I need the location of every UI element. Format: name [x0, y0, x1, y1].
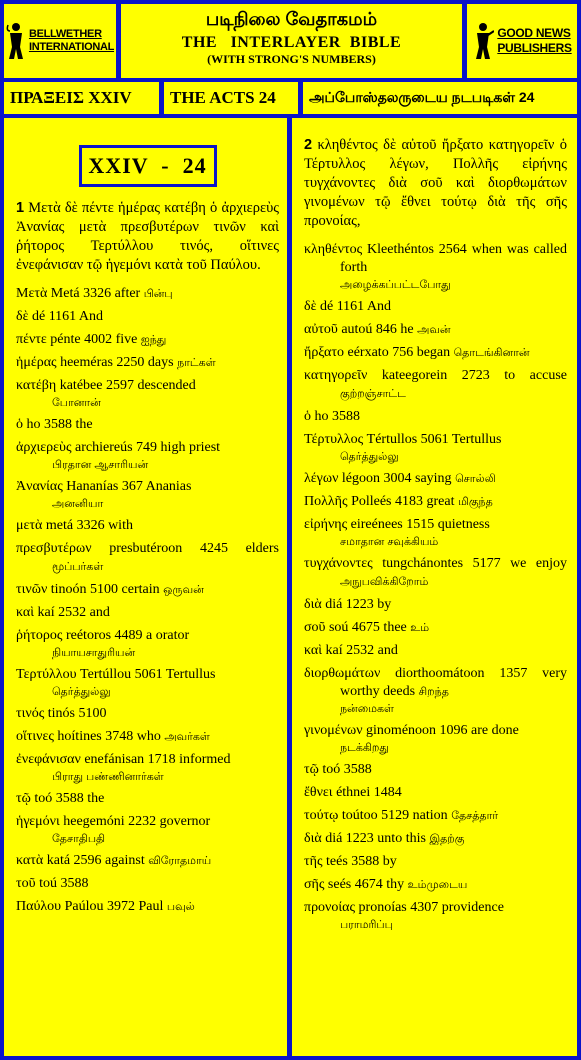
gloss-text: katébee 2597 descended — [59, 378, 196, 393]
right-column — [292, 118, 577, 1056]
word-entry-line — [16, 813, 279, 831]
good-news-logo-text — [497, 26, 571, 56]
tamil-gloss: நியாயசாதுரியன் — [52, 647, 136, 659]
tamil-gloss: சிறந்த — [418, 686, 449, 698]
word-entry-line — [304, 431, 567, 449]
greek-word: Πολλῆς — [304, 494, 348, 509]
greek-word: Τέρτυλλος — [304, 432, 364, 447]
gloss-text: Paúlou 3972 Paul — [64, 899, 164, 914]
word-entry-line — [16, 666, 279, 684]
tamil-gloss: ஐந்து — [140, 334, 167, 346]
gloss-text: eireénees 1515 quietness — [350, 517, 490, 532]
tamil-gloss: இதற்கு — [429, 833, 465, 845]
word-entry-line — [16, 308, 279, 326]
greek-word: σῆς — [304, 877, 325, 892]
word-entry — [16, 354, 279, 372]
book-title-tamil-text: அப்போஸ்தலருடைய நடபடிகள் 24 — [309, 88, 535, 105]
gloss-text: reétoros 4489 a orator — [65, 628, 190, 643]
greek-word: πέντε — [16, 332, 47, 347]
tamil-gloss: போனான் — [52, 397, 101, 409]
word-entry — [16, 517, 279, 535]
greek-word: σοῦ — [304, 620, 326, 635]
gloss-text: Kleethéntos 2564 when was called forth — [340, 242, 568, 275]
chapter-label — [79, 145, 217, 187]
word-entry-line — [304, 408, 567, 426]
gloss-text: éthnei 1484 — [336, 785, 402, 800]
word-entry-line — [16, 852, 279, 870]
greek-word: προνοίας — [304, 900, 356, 915]
gloss-text: tungchánontes 5177 we enjoy — [382, 556, 567, 571]
gloss-text: pronoías 4307 providence — [358, 900, 504, 915]
book-title-greek-text: ΠΡΑΞΕΙΣ XXIV — [10, 88, 132, 107]
gloss-text: Hananías 367 Ananias — [66, 479, 192, 494]
gloss-text: diá 1223 unto this — [325, 831, 426, 846]
tamil-gloss: தேசாதிபதி — [52, 833, 106, 845]
word-entry — [16, 581, 279, 599]
tamil-gloss: பிரதான ஆசாரியன் — [52, 459, 149, 471]
word-entry-line — [16, 604, 279, 622]
logo-line-1: BELLWETHER — [28, 28, 102, 40]
gloss-text: archiereús 749 high priest — [75, 440, 221, 455]
gloss-text: heegemóni 2232 governor — [63, 814, 211, 829]
word-entry — [16, 813, 279, 847]
word-entry-line — [16, 581, 279, 599]
gloss-text: tinoón 5100 certain — [50, 582, 160, 597]
word-entry — [16, 377, 279, 411]
word-entry — [304, 642, 567, 660]
word-entry — [304, 431, 567, 465]
word-entry — [304, 555, 567, 591]
word-entry-line — [16, 517, 279, 535]
gloss-text: pénte 4002 five — [50, 332, 138, 347]
greek-word: αὐτοῦ — [304, 322, 338, 337]
word-entry-line — [16, 705, 279, 723]
word-entry-line — [304, 807, 567, 825]
greek-word: ὁ — [16, 417, 23, 432]
word-entry-line — [304, 665, 567, 701]
gloss-text: Polleés 4183 great — [351, 494, 455, 509]
word-entry — [304, 876, 567, 894]
greek-word: τῆς — [304, 854, 323, 869]
word-entry — [16, 666, 279, 700]
tamil-gloss: நாட்கள் — [177, 357, 216, 369]
word-entry — [304, 784, 567, 802]
greek-word: πρεσβυτέρων — [16, 541, 92, 556]
verse-text — [16, 199, 279, 275]
word-entry — [304, 408, 567, 426]
word-entry-line — [16, 478, 279, 496]
word-entry-line — [304, 367, 567, 403]
greek-word: λέγων — [304, 471, 339, 486]
bellwether-logo-text — [29, 28, 114, 54]
word-entry — [304, 807, 567, 825]
word-entry-line — [16, 627, 279, 645]
word-entry-line — [304, 555, 567, 591]
word-entry-line — [304, 344, 567, 362]
word-list — [16, 285, 279, 916]
word-entry-line — [304, 761, 567, 779]
word-entry-line — [16, 728, 279, 746]
word-entry — [16, 852, 279, 870]
greek-word: καὶ — [16, 605, 35, 620]
title-tamil: படிநிலை வேதாகமம் — [205, 9, 378, 29]
greek-word: μετὰ — [16, 518, 43, 533]
word-entry — [304, 596, 567, 614]
word-entry-line — [304, 596, 567, 614]
word-entry — [304, 899, 567, 933]
greek-word: ἤρξατο — [304, 345, 344, 360]
book-title-tamil — [303, 82, 577, 114]
gloss-text: légoon 3004 saying — [341, 471, 452, 486]
greek-word: δὲ — [304, 299, 317, 314]
word-entry — [304, 830, 567, 848]
tamil-gloss: விரோதமாய் — [148, 855, 212, 867]
word-entry-line — [304, 321, 567, 339]
tamil-gloss: அவன் — [417, 324, 451, 336]
tamil-gloss: தேசத்தார் — [451, 810, 499, 822]
gloss-text: katá 2596 against — [46, 853, 145, 868]
word-entry-line — [304, 619, 567, 637]
word-entry — [304, 298, 567, 316]
gloss-text: ho 3588 — [314, 409, 360, 424]
gloss-text: hoítines 3748 who — [57, 729, 161, 744]
greek-word: διορθωμάτων — [304, 666, 381, 681]
greek-word: τῷ — [304, 762, 319, 777]
good-news-logo[interactable] — [467, 4, 577, 78]
verse-number: 2 — [304, 137, 313, 153]
word-entry — [16, 478, 279, 512]
tamil-gloss: பிராது பண்ணினார்கள் — [52, 771, 164, 783]
gloss-text: seés 4674 thy — [327, 877, 405, 892]
gloss-text: enefánisan 1718 informed — [84, 752, 231, 767]
word-entry — [304, 241, 567, 293]
tamil-gloss: பவுல் — [166, 901, 195, 913]
book-title-english-text: THE ACTS 24 — [170, 88, 276, 107]
greek-word: δὲ — [16, 309, 29, 324]
word-entry-line — [304, 899, 567, 917]
greek-word: ῥήτορος — [16, 628, 63, 643]
word-entry — [16, 705, 279, 723]
gloss-text: toú 3588 — [39, 876, 89, 891]
tamil-gloss: சமாதான சவுக்கியம் — [340, 536, 439, 548]
greek-word: ἡμέρας — [16, 355, 57, 370]
gloss-text: diá 1223 by — [325, 597, 392, 612]
tamil-gloss: மூப்பர்கள் — [52, 561, 104, 573]
greek-word: διὰ — [304, 597, 322, 612]
word-entry-line — [304, 493, 567, 511]
word-entry — [16, 875, 279, 893]
verse-greek: κληθέντος δὲ αὐτοῦ ἤρξατο κατηγορεῖν ὁ Τέρτυλλος λέγων, Πολλῆς εἰρήνης τυγχάνοντες διὰ σοῦ καὶ διορθωμάτων γινομένων τῷ ἔθνει τούτῳ διὰ τῆς σῆς προνοίας, — [304, 137, 568, 229]
gloss-text: Tertúllou 5061 Tertullus — [80, 667, 216, 682]
word-entry-line — [16, 751, 279, 769]
word-entry-line — [304, 241, 567, 277]
word-entry-line — [16, 416, 279, 434]
left-column — [4, 118, 287, 1056]
greek-word: κατέβη — [16, 378, 57, 393]
gloss-text: presbutéroon 4245 elders — [109, 541, 279, 556]
word-entry-line — [16, 354, 279, 372]
tamil-gloss: உம் — [410, 622, 430, 634]
greek-word: Μετὰ — [16, 286, 48, 301]
verse-text — [304, 136, 567, 231]
greek-word: καὶ — [304, 643, 323, 658]
title-subtitle: (WITH STRONG'S NUMBERS) — [207, 52, 376, 66]
word-entry-line — [304, 853, 567, 871]
word-entry-line — [304, 470, 567, 488]
word-entry — [16, 331, 279, 349]
word-entry-line — [16, 377, 279, 395]
tamil-gloss: ஒருவன் — [163, 584, 204, 596]
tamil-gloss: மிகுந்த — [457, 496, 493, 508]
word-entry-line — [16, 540, 279, 576]
word-entry — [16, 627, 279, 661]
word-entry — [304, 665, 567, 717]
title-main: THE INTERLAYER BIBLE — [181, 34, 402, 51]
tamil-gloss: சொல்லி — [455, 473, 496, 485]
word-entry — [304, 470, 567, 488]
word-entry-line — [16, 898, 279, 916]
greek-word: γινομένων — [304, 723, 363, 738]
gloss-text: toó 3588 the — [34, 791, 105, 806]
greek-word: τοῦ — [16, 876, 36, 891]
word-entry — [16, 416, 279, 434]
word-entry — [16, 285, 279, 303]
greek-word: ἐνεφάνισαν — [16, 752, 81, 767]
book-title-greek — [4, 82, 159, 114]
gloss-text: tinós 5100 — [47, 706, 107, 721]
gloss-text: dé 1161 And — [31, 309, 104, 324]
gloss-text: kaí 2532 and — [37, 605, 110, 620]
word-entry — [304, 493, 567, 511]
tamil-gloss: நடக்கிறது — [340, 742, 389, 754]
greek-word: τυγχάνοντες — [304, 556, 373, 571]
word-entry-line — [16, 285, 279, 303]
word-entry-line — [16, 439, 279, 457]
tamil-gloss: தெர்த்துல்லு — [340, 451, 399, 463]
bellwether-logo[interactable] — [4, 4, 116, 78]
word-entry — [16, 439, 279, 473]
word-list — [304, 241, 567, 933]
greek-word: διὰ — [304, 831, 322, 846]
tamil-gloss: குற்றஞ்சாட்ட — [340, 388, 406, 400]
word-entry-line — [304, 876, 567, 894]
word-entry-line — [16, 790, 279, 808]
greek-word: Παύλου — [16, 899, 62, 914]
word-entry — [304, 321, 567, 339]
word-entry — [304, 761, 567, 779]
word-entry — [16, 728, 279, 746]
greek-word: ἀρχιερεὺς — [16, 440, 72, 455]
logo-line-2: PUBLISHERS — [497, 41, 572, 55]
word-entry — [16, 751, 279, 785]
greek-word: Τερτύλλου — [16, 667, 77, 682]
word-entry — [304, 516, 567, 550]
gloss-text: Metá 3326 after — [50, 286, 141, 301]
tamil-gloss: அவர்கள் — [164, 731, 210, 743]
gloss-text: teés 3588 by — [326, 854, 397, 869]
greek-word: οἵτινες — [16, 729, 54, 744]
verse-greek: Μετὰ δὲ πέντε ἡμέρας κατέβη ὁ ἀρχιερεὺς Ἀνανίας μετὰ πρεσβυτέρων τινῶν καὶ ῥήτορος Τερτύλλου τινός, οἵτινες ἐνεφάνισαν τῷ ἡγεμόνι κατὰ τοῦ Παύλου. — [16, 200, 279, 273]
greek-word: ὁ — [304, 409, 311, 424]
tamil-gloss: பின்பு — [143, 288, 173, 300]
gloss-text: diorthoomátoon 1357 very worthy deeds — [340, 666, 567, 699]
word-entry-line — [304, 516, 567, 534]
word-entry — [16, 604, 279, 622]
word-entry-line — [304, 722, 567, 740]
tamil-gloss: பராமரிப்பு — [340, 919, 393, 931]
word-entry-line — [16, 331, 279, 349]
word-entry — [304, 722, 567, 756]
gloss-text: ho 3588 the — [26, 417, 93, 432]
gloss-text: metá 3326 with — [45, 518, 133, 533]
gloss-text: kaí 2532 and — [325, 643, 398, 658]
chapter-label-text: XXIV - 24 — [88, 153, 207, 178]
title-block — [121, 4, 462, 78]
greek-word: τινῶν — [16, 582, 48, 597]
gloss-text: ginoménoon 1096 are done — [366, 723, 519, 738]
gloss-text: toó 3588 — [322, 762, 372, 777]
tamil-gloss: உம்முடைய — [407, 879, 468, 891]
tamil-gloss: தெர்த்துல்லு — [52, 686, 111, 698]
greek-word: ἡγεμόνι — [16, 814, 60, 829]
tamil-gloss: அனனியா — [52, 498, 104, 510]
word-entry-line — [304, 298, 567, 316]
gloss-text: kateegorein 2723 to accuse — [381, 368, 567, 383]
word-entry — [16, 540, 279, 576]
greek-word: τινός — [16, 706, 45, 721]
word-entry — [304, 619, 567, 637]
verse-number: 1 — [16, 200, 25, 216]
logo-line-2: INTERNATIONAL — [28, 41, 115, 53]
tamil-gloss: நன்மைகள் — [340, 703, 394, 715]
book-title-english — [164, 82, 298, 114]
logo-line-1: GOOD NEWS — [497, 26, 571, 40]
word-entry — [304, 853, 567, 871]
word-entry — [304, 344, 567, 362]
word-entry-line — [304, 784, 567, 802]
greek-word: κατηγορεῖν — [304, 368, 368, 383]
word-entry-line — [304, 830, 567, 848]
greek-word: ἔθνει — [304, 785, 333, 800]
word-entry — [16, 790, 279, 808]
herald-figure-icon — [472, 21, 494, 61]
tamil-gloss: தொடங்கினான் — [453, 347, 530, 359]
greek-word: Ἀνανίας — [16, 479, 63, 494]
greek-word: τῷ — [16, 791, 31, 806]
gloss-text: heeméras 2250 days — [60, 355, 174, 370]
gloss-text: toútoo 5129 nation — [341, 808, 448, 823]
greek-word: κληθέντος — [304, 242, 363, 257]
tamil-gloss: அநுபவிக்கிறோம் — [340, 576, 429, 588]
greek-word: τούτῳ — [304, 808, 339, 823]
greek-word: εἰρήνης — [304, 517, 348, 532]
word-entry — [16, 308, 279, 326]
gloss-text: soú 4675 thee — [328, 620, 407, 635]
gloss-text: Tértullos 5061 Tertullus — [366, 432, 502, 447]
word-entry — [16, 898, 279, 916]
tamil-gloss: அழைக்கப்பட்டபோது — [340, 279, 451, 291]
gloss-text: dé 1161 And — [319, 299, 392, 314]
ram-figure-icon — [6, 21, 26, 61]
word-entry-line — [304, 642, 567, 660]
gloss-text: eérxato 756 began — [347, 345, 451, 360]
gloss-text: autoú 846 he — [341, 322, 414, 337]
greek-word: κατὰ — [16, 853, 44, 868]
word-entry — [304, 367, 567, 403]
word-entry-line — [16, 875, 279, 893]
